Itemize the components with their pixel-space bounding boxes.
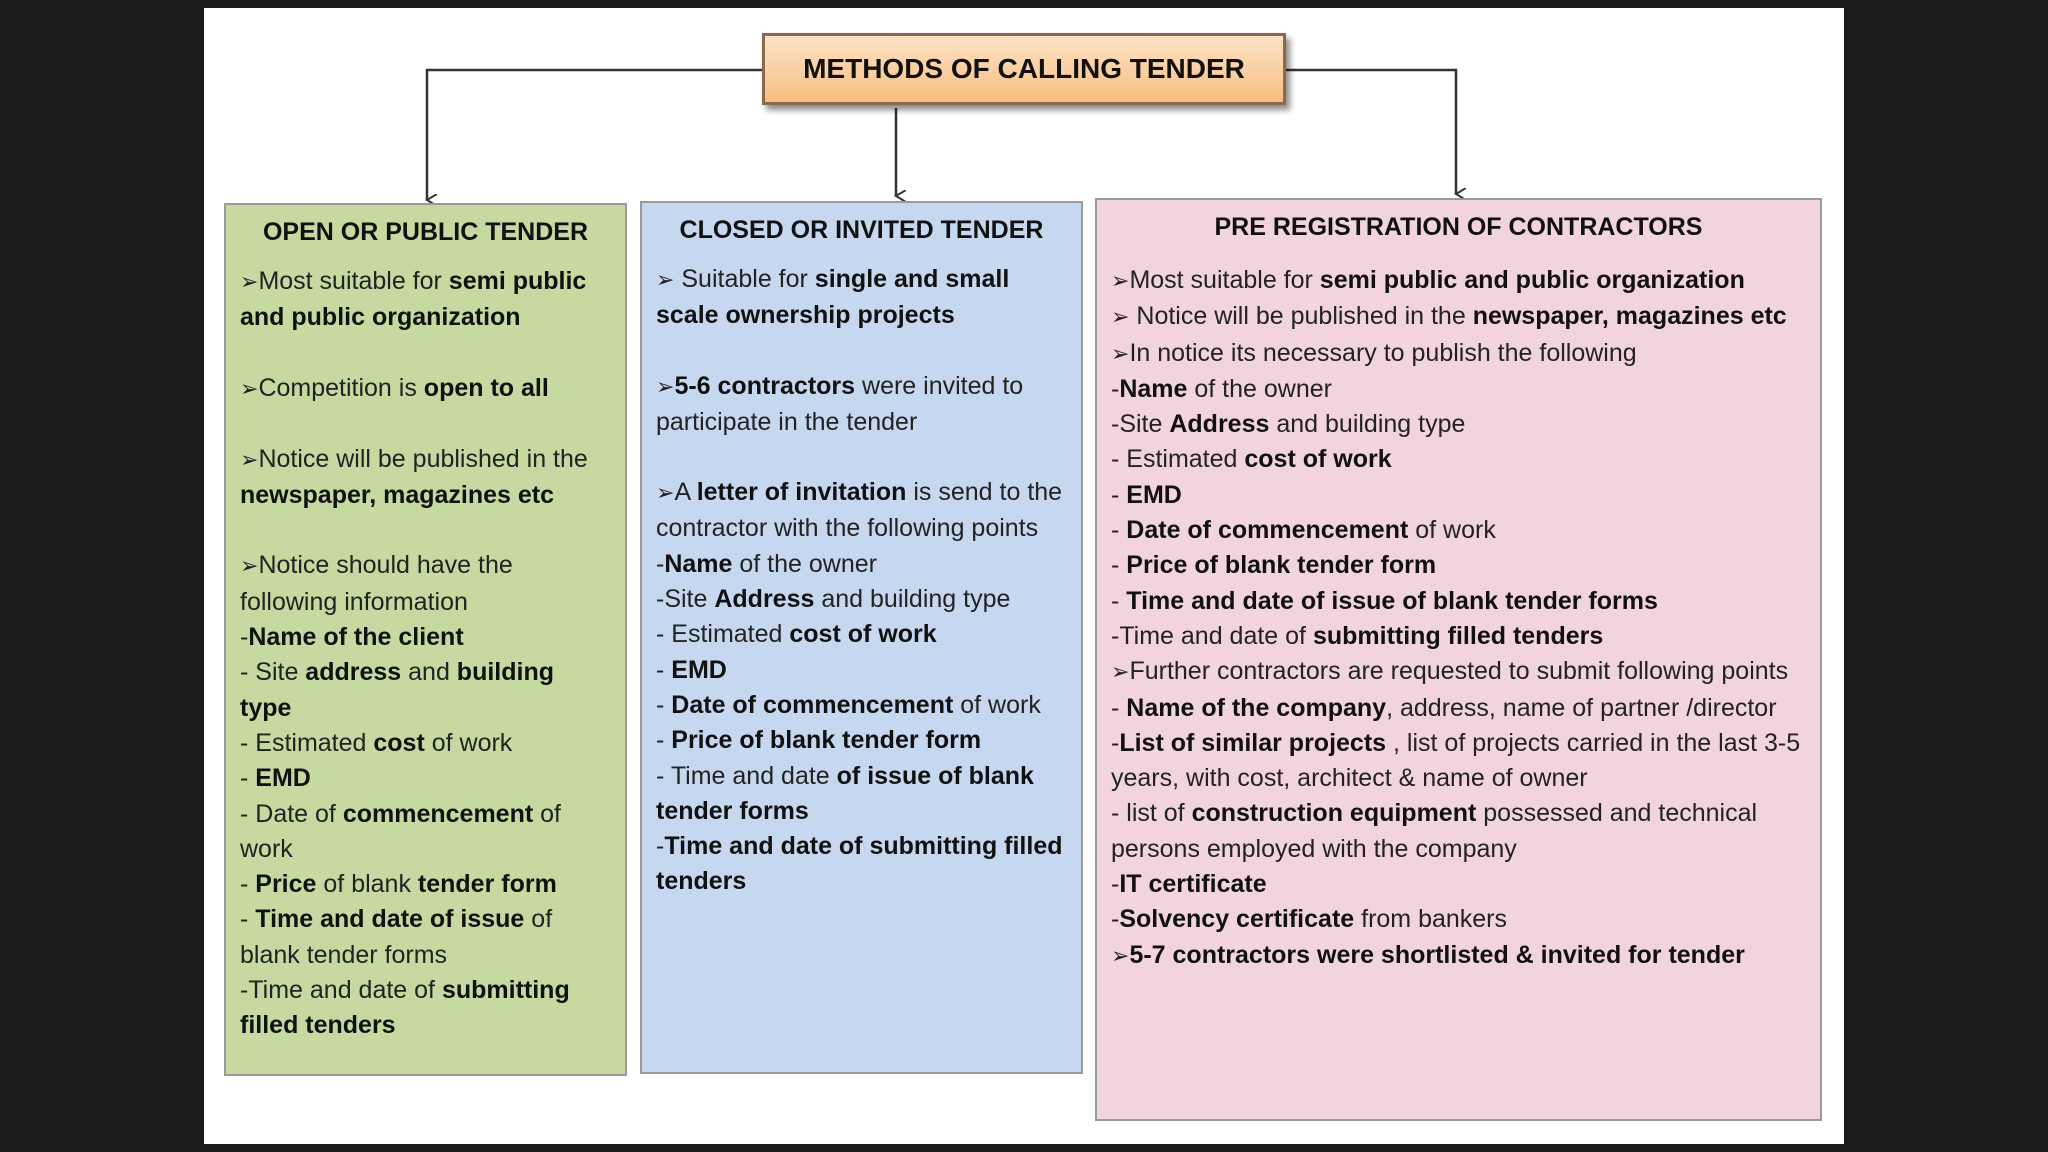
list-item: -Time and date of submitting filled tenders [656, 832, 1063, 896]
open-tender-box [224, 203, 627, 1076]
list-item: - list of construction equipment possessed and technical persons employed with the company [1111, 799, 1758, 863]
list-item: - Estimated cost of work [656, 620, 937, 649]
arrow-bullet-icon: ➢ [656, 268, 675, 293]
list-item: - Site address and building type [240, 658, 554, 722]
list-item: - EMD [240, 764, 311, 793]
list-item: - Price of blank tender form [240, 870, 557, 899]
arrow-bullet-icon: ➢ [656, 481, 675, 507]
list-item: - EMD [656, 655, 727, 684]
pre-registration-box [1095, 198, 1822, 1121]
pre-registration-heading: PRE REGISTRATION OF CONTRACTORS [1214, 213, 1703, 241]
arrow-bullet-icon: ➢ [1111, 943, 1130, 969]
arrow-bullet-icon: ➢ [1111, 660, 1130, 686]
closed-point-contractors: ➢5-6 contractors were invited to participate in the tender [656, 371, 1024, 436]
arrow-bullet-icon: ➢ [1111, 269, 1130, 294]
list-item: -Name of the owner [656, 549, 877, 578]
pre-point-notice: ➢ Notice will be published in the newspaper, magazines etc [1111, 302, 1787, 331]
list-item: - Price of blank tender form [656, 726, 982, 755]
open-point-notice: ➢Notice will be published in the newspaper, magazines etc [240, 444, 588, 510]
list-item: - Time and date of issue of blank tender forms [240, 905, 553, 969]
closed-point-invitation: ➢A letter of invitation is send to the contractor with the following points [656, 478, 1063, 543]
arrow-bullet-icon: ➢ [240, 554, 259, 580]
open-point-info: ➢Notice should have the following information [240, 551, 513, 616]
list-item: -Time and date of submitting filled tenders [1111, 621, 1604, 650]
list-item: -Time and date of submitting filled tenders [240, 976, 570, 1040]
arrow-to-open [427, 70, 762, 200]
list-item: -Site Address and building type [656, 585, 1011, 614]
pre-point-further: ➢Further contractors are requested to submit following points [1111, 657, 1789, 686]
list-item: - Time and date of issue of blank tender forms [656, 761, 1034, 825]
open-tender-heading: OPEN OR PUBLIC TENDER [262, 218, 589, 246]
list-item: -Name of the client [240, 623, 464, 652]
arrow-bullet-icon: ➢ [1111, 341, 1130, 367]
list-item: - Name of the company, address, name of partner /director [1111, 693, 1777, 722]
arrow-to-pre [1286, 70, 1456, 194]
list-item: - Price of blank tender form [1111, 551, 1437, 580]
pre-point-suitability: ➢Most suitable for semi public and public organization [1111, 266, 1745, 294]
arrow-bullet-icon: ➢ [240, 270, 259, 295]
open-point-suitability: ➢Most suitable for semi public and public organization [240, 267, 587, 332]
list-item: -Name of the owner [1111, 374, 1332, 403]
arrow-bullet-icon: ➢ [240, 376, 259, 402]
pre-point-publish: ➢In notice its necessary to publish the following [1111, 338, 1637, 367]
list-item: -IT certificate [1111, 870, 1267, 899]
arrow-bullet-icon: ➢ [656, 374, 675, 400]
list-item: -Solvency certificate from bankers [1111, 905, 1508, 934]
list-item: - Date of commencement of work [656, 690, 1041, 719]
list-item: - Date of commencement of work [240, 799, 561, 863]
closed-point-suitability: ➢ Suitable for single and small scale ownership projects [656, 265, 1010, 330]
open-point-competition: ➢Competition is open to all [240, 373, 549, 402]
diagram-title: METHODS OF CALLING TENDER [762, 33, 1286, 105]
list-item: - EMD [1111, 480, 1182, 509]
list-item: - Estimated cost of work [240, 728, 513, 757]
list-item: - Estimated cost of work [1111, 445, 1392, 474]
closed-tender-heading: CLOSED OR INVITED TENDER [679, 216, 1044, 244]
list-item: - Date of commencement of work [1111, 516, 1496, 545]
closed-tender-box [640, 201, 1083, 1074]
arrow-bullet-icon: ➢ [1111, 305, 1130, 331]
slide [204, 8, 1844, 1144]
arrow-bullet-icon: ➢ [240, 447, 259, 473]
list-item: - Time and date of issue of blank tender forms [1111, 586, 1658, 615]
list-item: -List of similar projects , list of projects carried in the last 3-5 years, with cost, architect & name of owner [1111, 728, 1801, 793]
pre-point-shortlist: ➢5-7 contractors were shortlisted & invited for tender [1111, 940, 1745, 969]
list-item: -Site Address and building type [1111, 410, 1466, 439]
